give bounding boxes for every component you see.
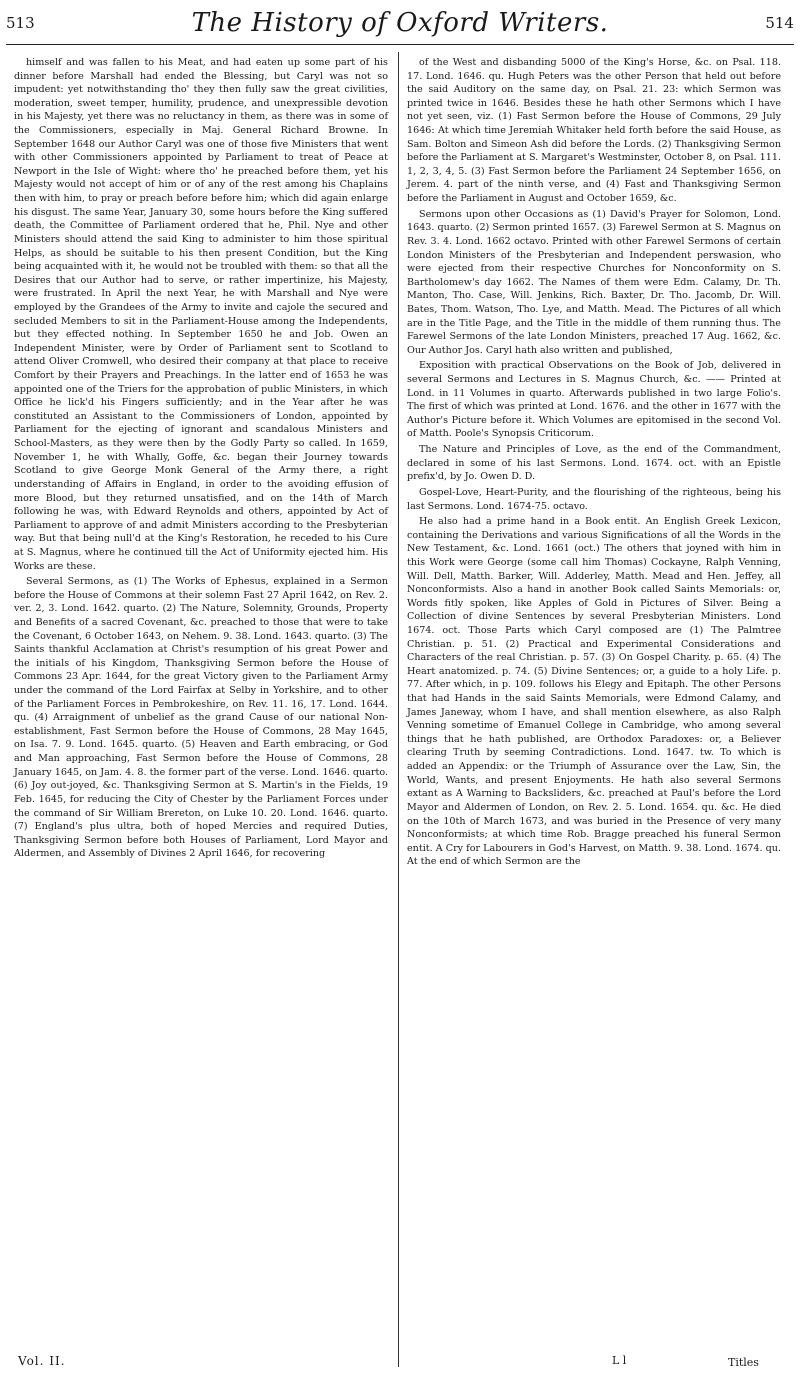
- page-number-left: 513: [6, 14, 35, 32]
- running-title: The History of Oxford Writers.: [191, 8, 609, 38]
- page-number-right: 514: [765, 14, 794, 32]
- left-column: [14, 56, 388, 863]
- right-paragraph-1: of the West and disbanding 5000 of the King's Horse, &c. on Psal. 118. 17. Lond. 1646. qu. Hugh Peters was the other Person that held out before the said Auditory on the same day, on Psal. 21. 23: which Sermon was printed twice in 1646. Besides these he hath other Sermons which I have not yet seen, viz. (1) Fast Sermon before the House of Commons, 29 July 1646: At which time Jeremiah Whitaker held forth before the said House, as Sam. Bolton and Simeon Ash did before the Lords. (2) Thanksgiving Sermon before the Parliament at S. Margaret's Westminster, October 8, on Psal. 111. 1, 2, 3, 4, 5. (3) Fast Sermon before the Parliament 24 September 1656, on Jerem. 4. part of the ninth verse, and (4) Fast and Thanksgiving Sermon before the Parliament in August and October 1659, &c.: [407, 57, 781, 205]
- left-paragraph-2: Several Sermons, as (1) The Works of Ephesus, explained in a Sermon before the House of Commons at their solemn Fast 27 April 1642, on Rev. 2. ver. 2, 3. Lond. 1642. quarto. (2) The Nature, Solemnity, Grounds, Property and Benefits of a sacred Covenant, &c. preached to those that were to take the Covenant, 6 October 1643, on Nehem. 9. 38. Lond. 1643. quarto. (3) The Saints thankful Acclamation at Christ's resumption of his great Power and the initials of his Kingdom, Thanksgiving Sermon before the House of Commons 23 Apr. 1644, for the great Victory given to the Parliament Army under the command of the Lord Fairfax at Selby in Yorkshire, and to other of the Parliament Forces in Pembrokeshire, on Rev. 11. 16, 17. Lond. 1644. qu. (4) Arraignment of unbelief as the grand Cause of our national Non-establishment, Fast Sermon before the House of Commons, 28 May 1645, on Isa. 7. 9. Lond. 1645. quarto. (5) Heaven and Earth embracing, or God and Man approaching, Fast Sermon before the House of Commons, 28 January 1645, on Jam. 4. 8. the former part of the verse. Lond. 1646. quarto. (6) Joy out-joyed, &c. Thanksgiving Sermon at S. Martin's in the Fields, 19 Feb. 1645, for reducing the City of Chester by the Parliament Forces under the command of Sir William Brereton, on Luke 10. 20. Lond. 1646. quarto. (7) England's plus ultra, both of hoped Mercies and required Duties, Thanksgiving Sermon before both Houses of Parliament, Lord Mayor and Aldermen, and Assembly of Divines 2 April 1646, for recovering: [14, 576, 388, 860]
- right-paragraph-4: The Nature and Principles of Love, as the end of the Commandment, declared in some of his last Sermons. Lond. 1674. oct. with an Epistle prefix'd, by Jo. Owen D. D.: [407, 444, 781, 483]
- right-column: [407, 56, 781, 871]
- right-paragraph-2: Sermons upon other Occasions as (1) David's Prayer for Solomon, Lond. 1643. quarto. (2) Sermon printed 1657. (3) Farewel Sermon at S. Magnus on Rev. 3. 4. Lond. 1662 octavo. Printed with other Farewel Sermons of certain London Ministers of the Presbyterian and Independent perswasion, who were ejected from their respective Churches for Nonconformity on S. Bartholomew's day 1662. The Names of them were Edm. Calamy, Dr. Th. Manton, Tho. Case, Will. Jenkins, Rich. Baxter, Dr. Tho. Jacomb, Dr. Will. Bates, Thom. Watson, Tho. Lye, and Matth. Mead. The Pictures of all which are in the Title Page, and the Title in the middle of them running thus. The Farewel Sermons of the late London Ministers, preached 17 Aug. 1662, &c. Our Author Jos. Caryl hath also written and published,: [407, 208, 781, 356]
- left-paragraph-1: himself and was fallen to his Meat, and had eaten up some part of his dinner before Marshall had ended the Blessing, but Caryl was not so impudent: yet notwithstanding tho' they then fully saw the great civilities, moderation, sweet temper, humility, prudence, and unexpressible devotion in his Majesty, yet there was no reluctancy in them, as there was in some of the Commissioners, especially in Maj. General Richard Browne. In September 1648 our Author Caryl was one of those five Ministers that went with other Commissioners appointed by Parliament to treat of Peace at Newport in the Isle of Wight: where tho' he preached before them, yet his Majesty would not accept of him or of any of the rest among his Chaplains then with him, to pray or preach before before him; which did again enlarge his disgust. The same Year, January 30, some hours before the King suffered death, the Committee of Parliament ordered that he, Phil. Nye and other Ministers should attend the said King to administer to him those spiritual Helps, as should be suitable to his then present Condition, but the King being acquainted with it, he would not be troubled with them: so that all the Desires that our Author had to serve, or rather impertinize, his Majesty, were frustrated. In April the next Year, he with Marshall and Nye were employed by the Grandees of the Army to invite and cajole the secured and secluded Members to sit in the Parliament-House among the Independents, but they effected nothing. In September 1650 he and Job. Owen an Independent Minister, were by Order of Parliament sent to Scotland to attend Oliver Cromwell, who desired their company at that place to receive Comfort by their Prayers and Preachings. In the latter end of 1653 he was appointed one of the Triers for the approbation of public Ministers, in which Office he lick'd his Fingers sufficiently; and in the Year after he was constituted an Assistant to the Commissioners of London, appointed by Parliament for the ejecting of ignorant and scandalous Ministers and School-Masters, as they were then by the Godly Party so called. In 1659, November 1, he with Whally, Goffe, &c. began their Journey towards Scotland to give George Monk General of the Army there, a right understanding of Affairs in England, in order to the avoiding effusion of more Blood, but they returned unsatisfied, and on the 14th of March following he was, with Edward Reynolds and others, appointed by Act of Parliament to approve of and admit Ministers according to the Presbyterian way. But that being null'd at the King's Restoration, he receded to his Cure at S. Magnus, where he continued till the Act of Uniformity ejected him. His Works are these.: [14, 57, 388, 572]
- column-divider: [398, 52, 399, 1367]
- running-header: [6, 2, 794, 45]
- right-paragraph-3: Exposition with practical Observations on the Book of Job, delivered in several Sermons and Lectures in S. Magnus Church, &c. —— Printed at Lond. in 11 Volumes in quarto. Afterwards published in two large Folio's. The first of which was printed at Lond. 1676. and the other in 1677 with the Author's Picture before it. Which Volumes are epitomised in the second Vol. of Matth. Poole's Synopsis Criticorum.: [407, 360, 781, 440]
- right-paragraph-5: Gospel-Love, Heart-Purity, and the flourishing of the righteous, being his last Sermons. Lond. 1674-75. octavo.: [407, 486, 781, 512]
- right-paragraph-6: He also had a prime hand in a Book entit. An English Greek Lexicon, containing the Derivations and various Significations of all the Words in the New Testament, &c. Lond. 1661 (oct.) The others that joyned with him in this Work were George (some call him Thomas) Cockayne, Ralph Venning, Will. Dell, Matth. Barker, Will. Adderley, Matth. Mead and Hen. Jeffey, all Nonconformists. Also a hand in another Book called Saints Memorials: or, Words fitly spoken, like Apples of Gold in Pictures of Silver. Being a Collection of divine Sentences by several Presbyterian Ministers. Lond 1674. oct. Those Parts which Caryl composed are (1) The Palmtree Christian. p. 51. (2) Practical and Experimental Considerations and Characters of the real Christian. p. 57. (3) On Gospel Charity. p. 65. (4) The Heart anatomized. p. 74. (5) Divine Sentences; or, a guide to a holy Life. p. 77. After which, in p. 109. follows his Elegy and Epitaph. The other Persons that had Hands in the said Saints Memorials, were Edmond Calamy, and James Janeway, whom I have, and shall mention elsewhere, as also Ralph Venning sometime of Emanuel College in Cambridge, who among several things that he hath published, are Orthodox Paradoxes: or, a Believer clearing Truth by seeming Contradictions. Lond. 1647. tw. To which is added an Appendix: or the Triumph of Assurance over the Law, Sin, the World, Wants, and present Enjoyments. He hath also several Sermons extant as A Warning to Backsliders, &c. preached at Paul's before the Lord Mayor and Aldermen of London, on Rev. 2. 5. Lond. 1654. qu. &c. He died on the 10th of March 1673, and was buried in the Presence of very many Nonconformists; at which time Rob. Bragge preached his funeral Sermon entit. A Cry for Labourers in God's Harvest, on Matth. 9. 38. Lond. 1674. qu. At the end of which Sermon are the: [407, 516, 781, 868]
- gathering-signature: L l: [612, 1354, 627, 1367]
- catchword: Titles: [728, 1356, 759, 1369]
- volume-signature: Vol. II.: [18, 1354, 66, 1368]
